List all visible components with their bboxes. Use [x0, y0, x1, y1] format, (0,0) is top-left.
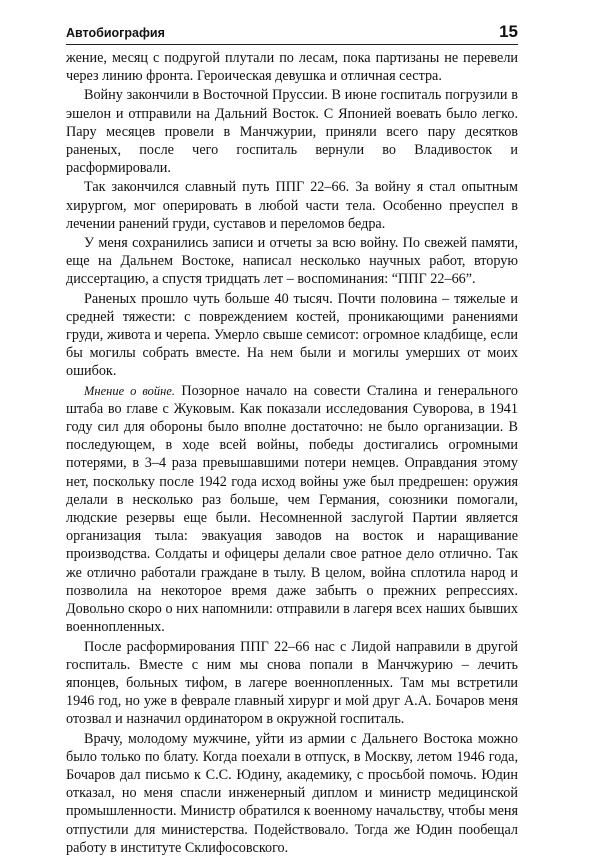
paragraph-text: Врачу, молодому мужчине, уйти из армии с Дальнего Востока можно было только по блату. Когда поехали в отпуск, в Москву, летом 1946 года, Бочаров дал письмо к С.С. Юдину, академику, с просьбой помочь. Юдин отказал, но меня спасли инженерный диплом и министр медицинской промышленности. Министр обратился к военному начальству, чтобы меня отпустили для министерства. Подействовало. Тогда же Юдин пообещал работу в институте Склифосовского. [66, 730, 518, 856]
paragraph-text: жение, месяц с подругой плутали по лесам, пока партизаны не перевели через линию фронта. Героическая девушка и отличная сестра. [66, 50, 518, 85]
paragraph [66, 178, 518, 233]
paragraph [66, 730, 518, 857]
paragraph-text: Войну закончили в Восточной Пруссии. В июне госпиталь погрузили в эшелон и отправили на Дальний Восток. С Японией воевать было легко. Пару месяцев провели в Манчжурии, приняли всего пару десятков раненых, после чего госпиталь вернули во Владивосток и расформировали. [66, 87, 518, 177]
paragraph-text: Раненых прошло чуть больше 40 тысяч. Почти половина – тяжелые и средней тяжести: с повреждением костей, проникающими ранениями груди, живота и черепа. Умерло свыше семисот: огромное кладбище, если бы могилы собрать вместе. На нем были и могилы умерших от моих ошибок. [66, 290, 518, 380]
paragraph [66, 290, 518, 381]
page-number: 15 [499, 22, 518, 41]
paragraph-text: Позорное начало на совести Сталина и генерального штаба во главе с Жуковым. Как показали исследования Суворова, в 1941 году сил для обороны было вполне достаточно: не было организации. В последующем, в ходе всей войны, победы достигались огромными потерями, в 3–4 раза превышавшими потери немцев. Оправдания этому нет, поскольку после 1942 года исход войны уже был предрешен: оружия делали в несколько раз больше, чем Германия, союзники помогали, людские резервы еще были. Несомненной заслугой Партии является организация тыла: эвакуация заводов на восток и наращивание производства. Солдаты и офицеры делали свое ратное дело отлично. Так же отлично работали граждане в тылу. В целом, война сплотила народ и позволила на некоторое время даже забыть о прежних репрессиях. Довольно скоро о них напомнили: отправили в лагеря всех наших бывших военнопленных. [66, 382, 519, 636]
paragraph [66, 382, 518, 637]
page-header [66, 22, 518, 45]
page-body [66, 49, 518, 857]
paragraph [66, 234, 518, 289]
paragraph-text: Так закончился славный путь ППГ 22–66. За войну я стал опытным хирургом, мог оперировать в любой части тела. Особенно преуспел в лечении ранений груди, суставов и переломов бедра. [66, 179, 518, 232]
paragraph [66, 638, 518, 729]
run-in-heading: Мнение о войне. [84, 383, 175, 398]
paragraph [66, 49, 518, 85]
running-title: Автобиография [66, 26, 165, 40]
paragraph-text: После расформирования ППГ 22–66 нас с Лидой направили в другой госпиталь. Вместе с ним мы снова попали в Манчжурию – лечить японцев, больных тифом, в лагере военнопленных. Там мы встретили 1946 год, но уже в феврале главный хирург и мой друг А.А. Бочаров меня отозвал и назначил ординатором в окружной госпиталь. [66, 638, 518, 728]
paragraph [66, 86, 518, 177]
paragraph-text: У меня сохранились записи и отчеты за всю войну. По свежей памяти, еще на Дальнем Востоке, написал несколько научных работ, вторую диссертацию, а спустя тридцать лет – воспоминания: “ППГ 22–66”. [66, 235, 518, 288]
